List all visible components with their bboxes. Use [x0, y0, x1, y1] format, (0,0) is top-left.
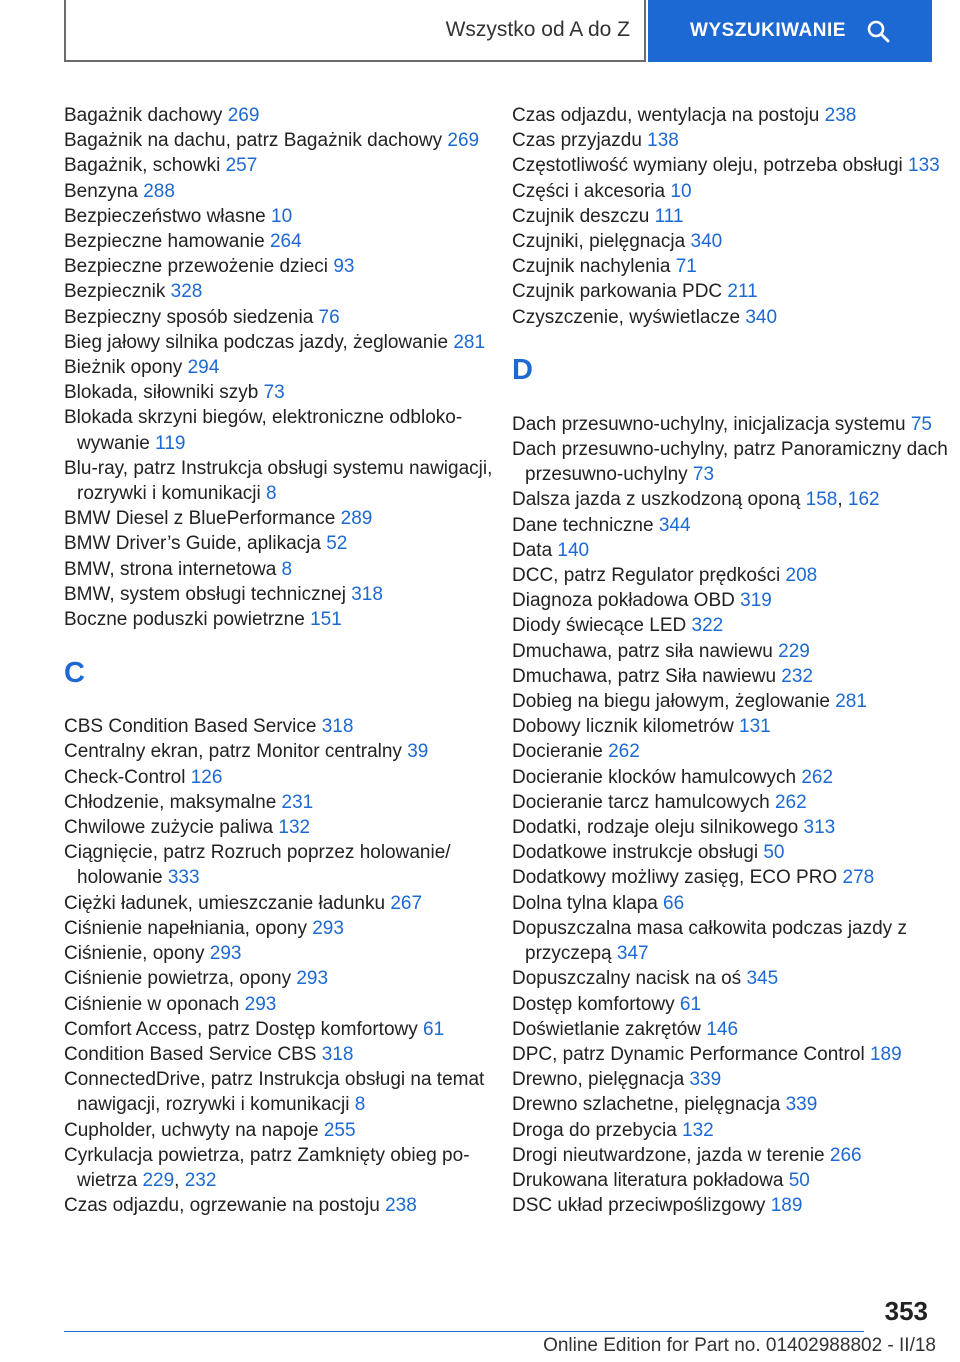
entry-text: Dolna tylna klapa — [512, 892, 664, 914]
entry-text: Części i akcesoria — [512, 180, 671, 202]
page-link[interactable]: 238 — [824, 105, 857, 126]
entry-text: Dalsza jazda z uszkodzoną oponą — [512, 489, 806, 511]
page-link[interactable]: 255 — [323, 1119, 356, 1141]
index-entry — [64, 153, 504, 178]
entry-text: Ciężki ładunek, umieszczanie ładunku — [64, 892, 391, 914]
index-entry — [64, 840, 504, 890]
entry-text: Bagażnik dachowy — [64, 105, 228, 126]
index-entry — [512, 563, 952, 588]
entry-text: Blokada, siłowniki szyb — [64, 382, 264, 404]
index-entry — [512, 840, 952, 865]
page-link[interactable]: 322 — [691, 615, 724, 637]
entry-text: ConnectedDrive, patrz Instrukcja obsługi na temat nawigacji, rozrywki i komunikacji — [64, 1069, 485, 1116]
page-link[interactable]: 293 — [296, 968, 329, 990]
entry-text: Dach przesuwno-uchylny, inicjalizacja systemu — [512, 413, 911, 435]
index-entry — [512, 865, 952, 890]
page-link[interactable]: 119 — [155, 432, 186, 454]
entry-text: Data — [512, 539, 558, 561]
entry-text: Częstotliwość wymiany oleju, potrzeba obsługi — [512, 155, 909, 177]
index-entry — [512, 254, 952, 279]
index-entry — [64, 456, 504, 506]
page-link[interactable]: 140 — [557, 539, 590, 561]
tab-a-to-z[interactable] — [64, 0, 646, 62]
index-entry — [512, 613, 952, 638]
index-entry — [512, 739, 952, 764]
footer-edition-text: Online Edition for Part no. 01402988802 - II/18 — [543, 1335, 936, 1356]
index-entry — [64, 1193, 504, 1218]
page-link[interactable]: 111 — [654, 205, 684, 227]
entry-text: Dopuszczalny nacisk na oś — [512, 968, 747, 990]
index-column-right — [512, 103, 952, 1218]
entry-text: Condition Based Service CBS — [64, 1043, 322, 1065]
index-entry — [512, 487, 952, 512]
page-link[interactable]: 318 — [321, 1043, 354, 1065]
index-entry — [512, 513, 952, 538]
page-link[interactable]: 189 — [770, 1195, 803, 1217]
index-entry — [64, 607, 504, 632]
entry-text: DSC układ przeciwpoślizgowy — [512, 1195, 771, 1217]
index-entry — [64, 355, 504, 380]
page-link[interactable]: 10 — [670, 180, 692, 202]
index-entry — [64, 229, 504, 254]
index-entry — [64, 305, 504, 330]
entry-text: Blu-ray, patrz Instrukcja obsługi systemu nawigacji, rozrywki i komunikacji — [64, 457, 493, 505]
page-link[interactable]: 269 — [227, 105, 260, 126]
index-entry — [512, 128, 952, 153]
page-link[interactable]: 293 — [209, 943, 242, 965]
page-link[interactable]: 289 — [340, 508, 373, 530]
index-entry — [64, 966, 504, 991]
index-entry — [64, 582, 504, 607]
page-link[interactable]: 146 — [706, 1018, 739, 1040]
index-entry — [64, 1143, 504, 1193]
page-link[interactable]: 162 — [847, 489, 880, 511]
entry-text: Drogi nieutwardzone, jazda w terenie — [512, 1144, 830, 1166]
index-entry — [64, 1118, 504, 1143]
entry-text: Cupholder, uchwyty na napoje — [64, 1119, 324, 1141]
entry-text: Ciągnięcie, patrz Rozruch poprzez holowanie/ holowanie — [64, 842, 451, 889]
page-link[interactable]: 50 — [763, 842, 785, 864]
entry-text: Chłodzenie, maksymalne — [64, 791, 282, 813]
entry-text: Dodatkowe instrukcje obsługi — [512, 842, 764, 864]
entry-text: Dach przesuwno-uchylny, patrz Panoramiczny dach przesuwno-uchylny — [512, 439, 948, 486]
index-entry — [64, 992, 504, 1017]
index-entry — [512, 305, 952, 330]
entry-text: Bieżnik opony — [64, 357, 188, 379]
entry-text: Dane techniczne — [512, 514, 659, 536]
index-entry — [64, 941, 504, 966]
entry-text: Czujniki, pielęgnacja — [512, 231, 691, 253]
page-link[interactable]: 8 — [354, 1094, 366, 1116]
page-link[interactable]: 73 — [263, 382, 285, 404]
entry-text: CBS Condition Based Service — [64, 716, 322, 738]
entry-text: Dobieg na biegu jałowym, żeglowanie — [512, 691, 836, 713]
index-entry — [64, 916, 504, 941]
page-link[interactable]: 229 — [778, 640, 810, 662]
index-entry — [512, 765, 952, 790]
index-entry — [512, 179, 952, 204]
page-link[interactable]: 278 — [842, 867, 875, 889]
page-link[interactable]: 269 — [447, 130, 480, 152]
page-link[interactable]: 347 — [616, 943, 649, 965]
index-entry — [512, 103, 952, 128]
page-link[interactable]: 158 — [805, 489, 838, 511]
page-link[interactable]: 208 — [785, 565, 818, 587]
entry-text: BMW Diesel z BluePerformance — [64, 508, 341, 530]
index-entry — [512, 1092, 952, 1117]
section-letter: C — [64, 656, 85, 689]
index-entry — [512, 279, 952, 304]
page-link[interactable]: 229 — [142, 1169, 175, 1191]
page-link[interactable]: 257 — [225, 155, 258, 177]
entry-text: Bezpieczeństwo własne — [64, 205, 271, 227]
entry-text: Ciśnienie w oponach — [64, 993, 245, 1015]
page-link[interactable]: 267 — [390, 892, 423, 914]
page-link[interactable]: 293 — [244, 993, 277, 1015]
index-entry — [64, 279, 504, 304]
entry-text: Dopuszczalna masa całkowita podczas jazdy z przyczepą — [512, 917, 907, 965]
index-entry — [64, 557, 504, 582]
top-navigation — [64, 0, 932, 64]
page-link[interactable]: 189 — [869, 1043, 902, 1065]
index-entry — [512, 714, 952, 739]
entry-text: Doświetlanie zakrętów — [512, 1018, 707, 1040]
index-entry — [512, 1118, 952, 1143]
page-link[interactable]: 52 — [326, 533, 348, 555]
entry-text: Dobowy licznik kilometrów — [512, 716, 740, 738]
page-link[interactable]: 232 — [781, 665, 813, 687]
index-entry — [64, 103, 504, 128]
page-link[interactable]: 66 — [663, 892, 685, 914]
entry-text: BMW Driver’s Guide, aplikacja — [64, 533, 327, 555]
entry-text: Boczne poduszki powietrzne — [64, 609, 311, 631]
entry-text: Blokada skrzyni biegów, elektroniczne odblokowywanie — [64, 407, 463, 454]
entry-text: DCC, patrz Regulator prędkości — [512, 565, 786, 587]
page-link[interactable]: 126 — [190, 766, 223, 788]
page-link[interactable]: 73 — [692, 464, 715, 486]
entry-text: Diody świecące LED — [512, 615, 692, 637]
index-entry — [64, 815, 504, 840]
entry-text: DPC, patrz Dynamic Performance Control — [512, 1043, 870, 1065]
index-entry — [512, 229, 952, 254]
entry-text: , — [174, 1169, 185, 1191]
index-entry — [64, 405, 504, 455]
entry-text: Czyszczenie, wyświetlacze — [512, 306, 746, 328]
page-link[interactable]: 313 — [803, 817, 836, 839]
page-link[interactable]: 61 — [423, 1018, 445, 1040]
entry-text: Bezpieczne hamowanie — [64, 231, 270, 253]
page-link[interactable]: 211 — [727, 281, 758, 303]
page-link[interactable]: 262 — [608, 741, 640, 763]
page-link[interactable]: 262 — [801, 766, 834, 788]
search-button-label: WYSZUKIWANIE — [690, 20, 846, 41]
index-entry — [512, 204, 952, 229]
index-entry — [64, 765, 504, 790]
index-entry — [512, 153, 952, 178]
entry-text: BMW, strona internetowa — [64, 558, 282, 580]
search-icon — [866, 19, 890, 43]
page-link[interactable]: 151 — [310, 609, 342, 631]
search-button[interactable] — [648, 0, 932, 62]
page-link[interactable]: 133 — [908, 155, 940, 177]
page-link[interactable]: 318 — [321, 716, 354, 738]
entry-text: Dmuchawa, patrz siła nawiewu — [512, 640, 779, 662]
entry-text: Ciśnienie napełniania, opony — [64, 917, 313, 939]
entry-text: Czas przyjazdu — [512, 130, 648, 152]
index-entry — [512, 437, 952, 487]
entry-text: Check-Control — [64, 766, 191, 788]
index-entry — [64, 330, 504, 355]
page-link[interactable]: 293 — [312, 917, 344, 939]
page-link[interactable]: 132 — [682, 1119, 714, 1141]
index-entry — [512, 664, 952, 689]
page-link[interactable]: 232 — [184, 1169, 217, 1191]
page-link[interactable]: 231 — [281, 791, 314, 813]
page-link[interactable]: 61 — [679, 993, 702, 1015]
page-link[interactable]: 339 — [785, 1094, 818, 1116]
page-link[interactable]: 132 — [278, 817, 311, 839]
index-entry — [64, 179, 504, 204]
index-entry — [64, 254, 504, 279]
index-entry — [512, 891, 952, 916]
entry-text: BMW, system obsługi technicznej — [64, 583, 352, 605]
entry-text: Czujnik nachylenia — [512, 256, 676, 278]
page-number: 353 — [884, 1296, 928, 1326]
entry-text: Drukowana literatura pokładowa — [512, 1169, 789, 1191]
entry-text: Dostęp komfortowy — [512, 993, 680, 1015]
index-entry — [64, 380, 504, 405]
entry-text: Docieranie — [512, 741, 609, 763]
entry-text: Docieranie klocków hamulcowych — [512, 766, 802, 788]
page-link[interactable]: 8 — [281, 558, 293, 580]
index-column-left — [64, 103, 504, 1218]
page-link[interactable]: 319 — [740, 590, 772, 612]
index-entry — [512, 916, 952, 966]
entry-text: Benzyna — [64, 180, 144, 202]
page-link[interactable]: 71 — [675, 256, 697, 278]
entry-text: Ciśnienie, opony — [64, 943, 210, 965]
entry-text: Bieg jałowy silnika podczas jazdy, żeglowanie — [64, 331, 454, 353]
index-entry — [512, 689, 952, 714]
page-link[interactable]: 264 — [269, 231, 302, 253]
entry-text: Bagażnik, schowki — [64, 155, 226, 177]
index-entry — [64, 1042, 504, 1067]
index-entry — [64, 891, 504, 916]
page-link[interactable]: 39 — [407, 741, 429, 763]
entry-text: Bagażnik na dachu, patrz Bagażnik dachowy — [64, 130, 448, 152]
index-entry — [64, 790, 504, 815]
entry-text: Dodatkowy możliwy zasięg, ECO PRO — [512, 867, 843, 889]
tab-a-to-z-label: Wszystko od A do Z — [445, 18, 630, 41]
entry-text: Czas odjazdu, wentylacja na postoju — [512, 105, 825, 126]
entry-text: Drewno, pielęgnacja — [512, 1069, 690, 1091]
page-link[interactable]: 93 — [333, 256, 355, 278]
page-link[interactable]: 50 — [788, 1169, 810, 1191]
page-link[interactable]: 328 — [170, 281, 203, 303]
entry-text: Czujnik deszczu — [512, 205, 655, 227]
entry-text: Bezpieczny sposób siedzenia — [64, 306, 319, 328]
page-link[interactable]: 344 — [658, 514, 691, 536]
index-entry — [512, 1193, 952, 1218]
page-link[interactable]: 288 — [143, 180, 175, 202]
page-link[interactable]: 294 — [187, 357, 220, 379]
entry-text: Comfort Access, patrz Dostęp komfortowy — [64, 1018, 424, 1040]
page-link[interactable]: 10 — [271, 205, 293, 227]
entry-text: Dodatki, rodzaje oleju silnikowego — [512, 817, 804, 839]
entry-text: Drewno szlachetne, pielęgnacja — [512, 1094, 786, 1116]
entry-text: Chwilowe zużycie paliwa — [64, 817, 279, 839]
entry-text: Centralny ekran, patrz Monitor centralny — [64, 741, 408, 763]
index-entry — [512, 1067, 952, 1092]
index-entry — [64, 128, 504, 153]
page-link[interactable]: 266 — [829, 1144, 862, 1166]
page-link[interactable]: 340 — [690, 231, 723, 253]
entry-text: Droga do przebycia — [512, 1119, 683, 1141]
page-link[interactable]: 339 — [689, 1069, 722, 1091]
page-link[interactable]: 345 — [746, 968, 779, 990]
index-entry — [512, 966, 952, 991]
index-entry — [64, 714, 504, 739]
index-entry — [512, 1017, 952, 1042]
entry-text: Docieranie tarcz hamulcowych — [512, 791, 775, 813]
section-letter: D — [512, 354, 533, 387]
entry-text: Diagnoza pokładowa OBD — [512, 590, 741, 612]
page-link[interactable]: 340 — [745, 306, 778, 328]
page-link[interactable]: 138 — [647, 130, 679, 152]
index-entry — [512, 992, 952, 1017]
page-link[interactable]: 8 — [265, 483, 277, 505]
page-link[interactable]: 281 — [453, 331, 486, 353]
index-entry — [64, 506, 504, 531]
index-entry — [64, 1067, 504, 1117]
page-link[interactable]: 333 — [167, 867, 200, 889]
page-link[interactable]: 131 — [739, 716, 771, 738]
index-entry — [512, 639, 952, 664]
index-entry — [512, 412, 952, 437]
index-entry — [64, 204, 504, 229]
index-entry — [64, 531, 504, 556]
entry-text: , — [837, 489, 848, 511]
footer-divider — [64, 1331, 864, 1332]
entry-text: Dmuchawa, patrz Siła nawiewu — [512, 665, 782, 687]
index-entry — [512, 1042, 952, 1067]
entry-text: Cyrkulacja powietrza, patrz Zamknięty obieg powietrza — [64, 1144, 470, 1191]
page-link[interactable]: 76 — [318, 306, 340, 328]
entry-text: Bezpieczne przewożenie dzieci — [64, 256, 334, 278]
index-entry — [512, 1143, 952, 1168]
page-link[interactable]: 318 — [351, 583, 383, 605]
page-link[interactable]: 281 — [835, 691, 867, 713]
index-entry — [512, 538, 952, 563]
index-entry — [512, 790, 952, 815]
index-entry — [64, 739, 504, 764]
index-entry — [64, 1017, 504, 1042]
entry-text: Czas odjazdu, ogrzewanie na postoju — [64, 1195, 386, 1217]
entry-text: Ciśnienie powietrza, opony — [64, 968, 297, 990]
index-entry — [512, 1168, 952, 1193]
page-link[interactable]: 262 — [774, 791, 807, 813]
page-link[interactable]: 75 — [910, 413, 932, 435]
index-entry — [512, 815, 952, 840]
page-link[interactable]: 238 — [385, 1195, 417, 1217]
entry-text: Czujnik parkowania PDC — [512, 281, 728, 303]
index-entry — [512, 588, 952, 613]
entry-text: Bezpiecznik — [64, 281, 171, 303]
